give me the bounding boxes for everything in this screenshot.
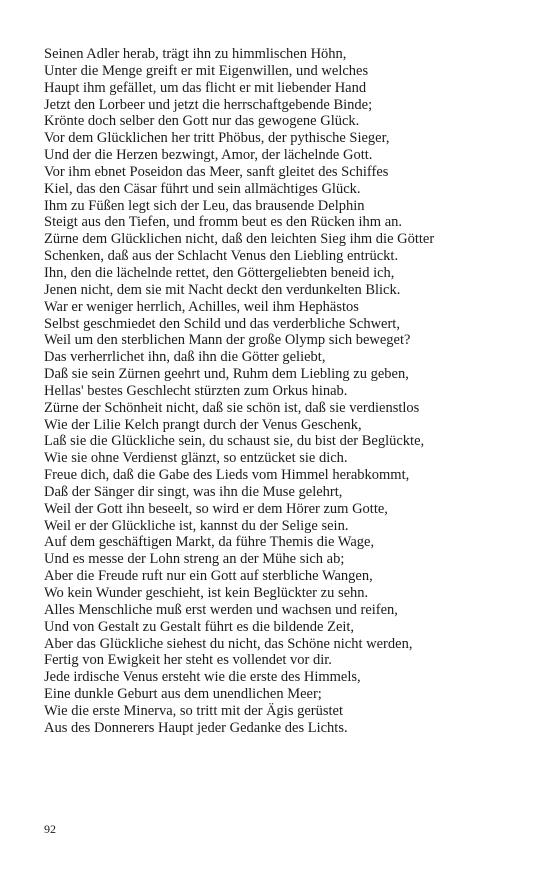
poem-line: Jede irdische Venus ersteht wie die erste des Himmels, [44,669,361,686]
poem-line: Fertig von Ewigkeit her steht es vollendet vor dir. [44,652,332,669]
poem-line: Und von Gestalt zu Gestalt führt es die bildende Zeit, [44,618,355,635]
poem-line: Wie sie ohne Verdienst glänzt, so entzücket sie dich. [44,450,348,467]
poem-line: Eine dunkle Geburt aus dem unendlichen Meer; [44,686,322,703]
poem-line: Seinen Adler herab, trägt ihn zu himmlischen Höhn, [44,46,347,62]
poem-line: Laß sie die Glückliche sein, du schaust sie, du bist der Beglückte, [44,433,425,450]
poem-line: Daß sie sein Zürnen geehrt und, Ruhm dem Liebling zu geben, [44,366,409,383]
poem-line: Schenken, daß aus der Schlacht Venus den Liebling entrückt. [44,248,399,265]
poem-line: Aber die Freude ruft nur ein Gott auf sterbliche Wangen, [44,568,373,585]
poem-line: Ihm zu Füßen legt sich der Leu, das brausende Delphin [44,197,365,214]
poem-line: Wo kein Wunder geschieht, ist kein Beglückter zu sehn. [44,585,369,601]
poem-line: Selbst geschmiedet den Schild und das verderbliche Schwert, [44,315,400,332]
poem-line: Kiel, das den Cäsar führt und sein allmächtiges Glück. [44,180,361,197]
poem-line: Haupt ihm gefället, um das flicht er mit liebender Hand [44,79,367,96]
poem-line: Freue dich, daß die Gabe des Lieds vom Himmel herabkommt, [44,467,410,484]
poem-line: Weil er der Glückliche ist, kannst du der Selige sein. [44,517,349,534]
poem-line: Zürne dem Glücklichen nicht, daß den leichten Sieg ihm die Götter [44,231,435,248]
page-number: 92 [44,822,56,836]
poem-line: War er weniger herrlich, Achilles, weil ihm Hephästos [44,298,359,315]
poem-line: Daß der Sänger dir singt, was ihn die Muse gelehrt, [44,483,343,500]
poem-line: Alles Menschliche muß erst werden und wachsen und reifen, [44,601,398,618]
poem-line: Aus des Donnerers Haupt jeder Gedanke des Lichts. [44,719,348,736]
poem-line: Unter die Menge greift er mit Eigenwillen, und welches [44,62,369,79]
poem-line: Zürne der Schönheit nicht, daß sie schön ist, daß sie verdienstlos [44,399,420,416]
poem-line: Jenen nicht, dem sie mit Nacht deckt den verdunkelten Blick. [44,281,401,298]
poem-line: Krönte doch selber den Gott nur das gewogene Glück. [44,113,360,130]
poem-line: Das verherrlichet ihn, daß ihn die Götter geliebt, [44,349,326,366]
poem-line: Vor dem Glücklichen her tritt Phöbus, der pythische Sieger, [44,130,390,147]
poem-line: Wie der Lilie Kelch prangt durch der Venus Geschenk, [44,416,362,433]
poem-line: Hellas' bestes Geschlecht stürzten zum Orkus hinab. [44,382,348,399]
poem-line: Steigt aus den Tiefen, und fromm beut es den Rücken ihm an. [44,214,403,231]
poem-line: Wie die erste Minerva, so tritt mit der Ägis gerüstet [44,702,344,719]
poem-line: Auf dem geschäftigen Markt, da führe Themis die Wage, [44,534,375,551]
poem-line: Und der die Herzen bezwingt, Amor, der lächelnde Gott. [44,147,373,164]
poem-line: Jetzt den Lorbeer und jetzt die herrschaftgebende Binde; [44,96,373,113]
poem-line: Vor ihm ebnet Poseidon das Meer, sanft gleitet des Schiffes [44,163,389,180]
poem-line: Weil der Gott ihn beseelt, so wird er dem Hörer zum Gotte, [44,500,388,517]
poem-line: Weil um den sterblichen Mann der große Olymp sich beweget? [44,332,411,349]
poem-line: Und es messe der Lohn streng an der Mühe sich ab; [44,551,345,568]
poem-text [44,46,534,737]
poem-line: Aber das Glückliche siehest du nicht, das Schöne nicht werden, [44,635,413,652]
poem-line: Ihn, den die lächelnde rettet, den Göttergeliebten beneid ich, [44,264,395,281]
